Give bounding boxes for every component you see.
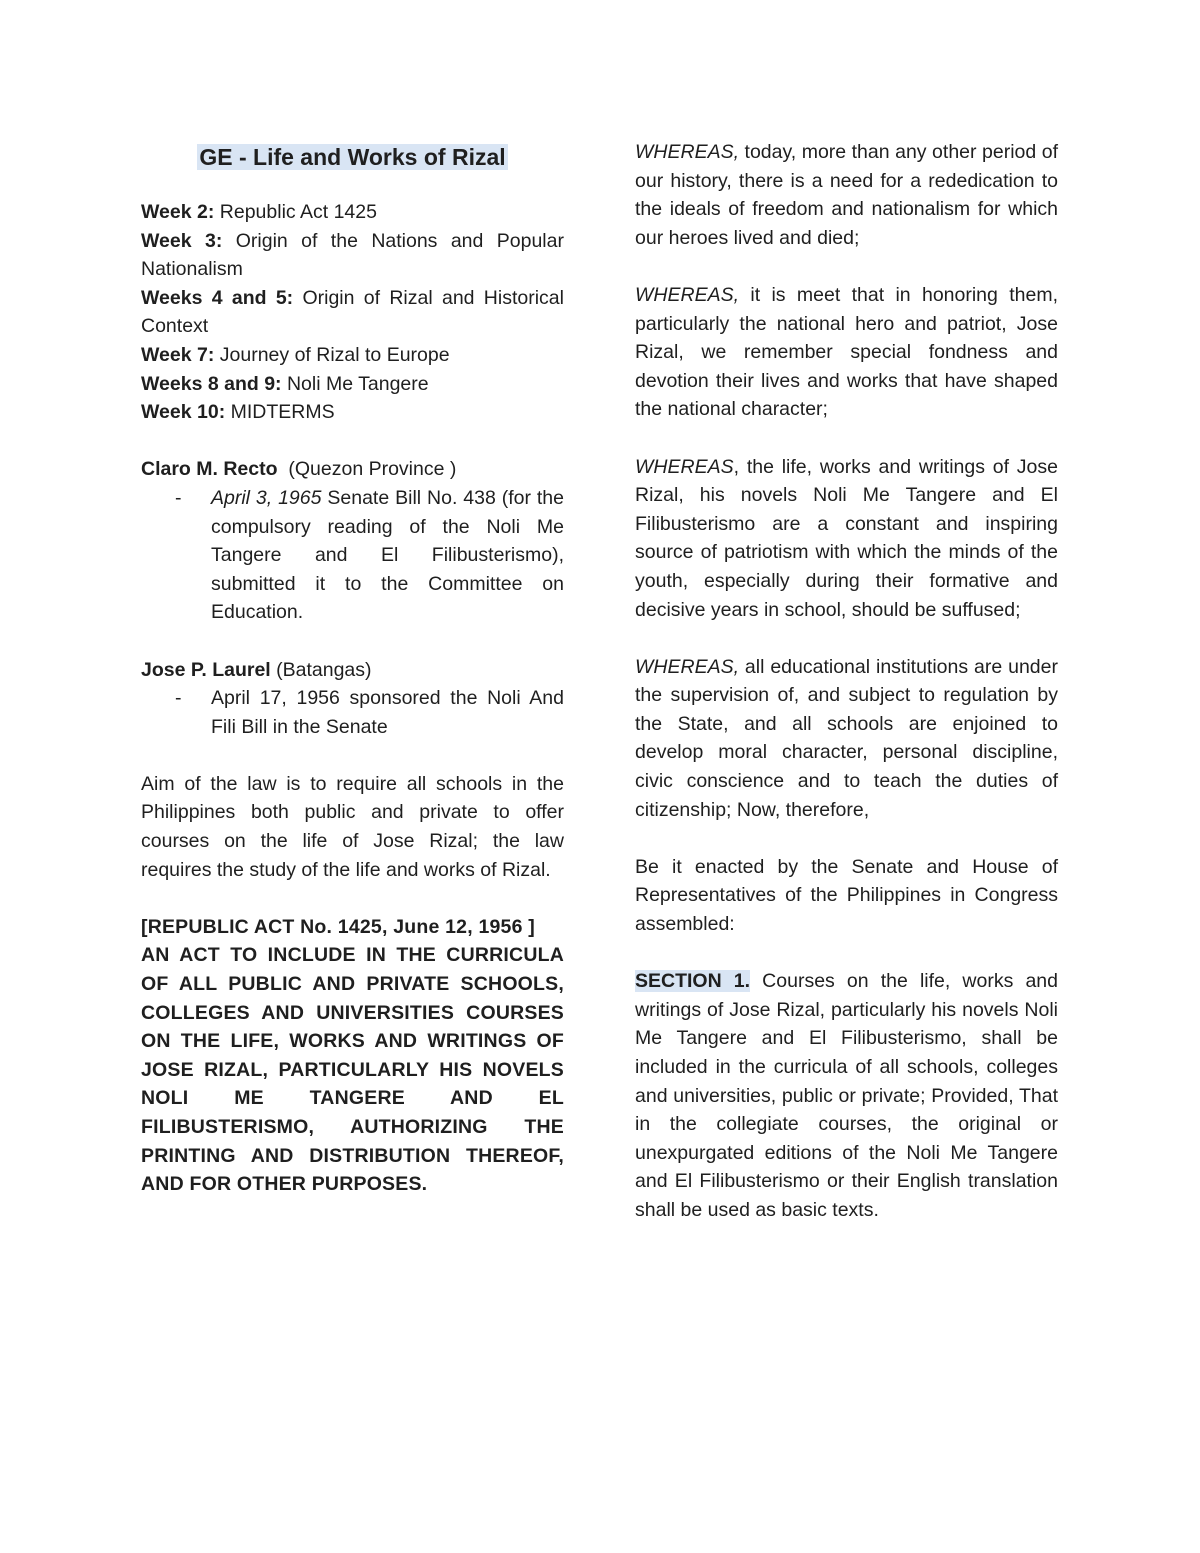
- week-text: Origin of Rizal and Historical Context: [141, 286, 564, 338]
- recto-date: April 3, 1965: [211, 486, 322, 509]
- week-text: Origin of the Nations and Popular Nationalism: [141, 229, 564, 281]
- week-label: Week 7:: [141, 343, 215, 366]
- act-header: [REPUBLIC ACT No. 1425, June 12, 1956 ]: [141, 915, 535, 938]
- whereas-text: all educational institutions are under the supervision of, and subject to regulation by the State, and all schools are enjoined to develop moral character, personal discipline, civic conscience and to teach the duties of citizenship; Now, therefore,: [635, 655, 1058, 821]
- whereas-lead: WHEREAS: [635, 455, 734, 478]
- section-1-paragraph: [635, 967, 1058, 1224]
- section-1-label: SECTION 1.: [635, 970, 751, 993]
- enacted-paragraph: Be it enacted by the Senate and House of Representatives of the Philippines in Congress assembled:: [635, 855, 1058, 936]
- week-list: [141, 198, 564, 427]
- bullet-dash: -: [175, 687, 182, 710]
- whereas-text: , the life, works and writings of Jose Rizal, his novels Noli Me Tangere and El Filibusterismo are a constant and inspiring source of patriotism with which the minds of the youth, especially during their formative and decisive years in school, should be suffused;: [635, 455, 1058, 621]
- week-text: Journey of Rizal to Europe: [214, 343, 450, 366]
- laurel-text: April 17, 1956 sponsored the Noli And Fili Bill in the Senate: [211, 687, 564, 738]
- whereas-lead: WHEREAS,: [635, 655, 740, 678]
- week-item: [141, 370, 564, 399]
- whereas-lead: WHEREAS,: [635, 141, 740, 163]
- week-text: Republic Act 1425: [214, 201, 377, 223]
- laurel-place: (Batangas): [270, 658, 372, 681]
- week-label: Week 2:: [141, 201, 215, 223]
- laurel-bullet: [141, 684, 564, 741]
- page-title: [141, 138, 564, 176]
- title-text: GE - Life and Works of Rizal: [199, 144, 506, 170]
- laurel-heading: [141, 656, 564, 685]
- whereas-text: today, more than any other period of our history, there is a need for a rededication to the ideals of freedom and nationalism for which our heroes lived and died;: [635, 141, 1058, 249]
- left-column: [141, 138, 564, 1199]
- whereas-paragraph: [635, 453, 1058, 625]
- week-item: [141, 398, 564, 427]
- week-label: Week 10:: [141, 401, 226, 424]
- recto-bullet: [141, 484, 564, 627]
- recto-place: (Quezon Province ): [277, 458, 457, 481]
- week-text: Noli Me Tangere: [281, 372, 429, 395]
- aim-paragraph: Aim of the law is to require all schools in the Philippines both public and private to offer courses on the life of Jose Rizal; the law requires the study of the life and works of Rizal.: [141, 772, 564, 881]
- week-item: [141, 227, 564, 284]
- week-item: [141, 341, 564, 370]
- week-label: Week 3:: [141, 229, 223, 252]
- week-item: [141, 198, 564, 227]
- section-1-text: Courses on the life, works and writings of Jose Rizal, particularly his novels Noli Me Tangere and El Filibusterismo, shall be included in the curricula of all schools, colleges and universities, public or private; Provided, That in the collegiate courses, the original or unexpurgated editions of the Noli Me Tangere and El Filibusterismo or their English translation shall be used as basic texts.: [635, 970, 1058, 1221]
- week-text: MIDTERMS: [225, 401, 335, 424]
- laurel-name: Jose P. Laurel: [141, 658, 271, 681]
- week-item: [141, 284, 564, 341]
- act-title: AN ACT TO INCLUDE IN THE CURRICULA OF ALL PUBLIC AND PRIVATE SCHOOLS, COLLEGES AND UNIVERSITIES COURSES ON THE LIFE, WORKS AND WRITINGS OF JOSE RIZAL, PARTICULARLY HIS NOVELS NOLI ME TANGERE AND EL FILIBUSTERISMO, AUTHORIZING THE PRINTING AND DISTRIBUTION THEREOF, AND FOR OTHER PURPOSES.: [141, 944, 564, 1196]
- whereas-paragraph: [635, 138, 1058, 252]
- recto-name: Claro M. Recto: [141, 458, 278, 481]
- whereas-paragraph: [635, 281, 1058, 424]
- right-column: [635, 138, 1058, 1225]
- week-label: Weeks 8 and 9:: [141, 372, 282, 395]
- recto-heading: [141, 455, 564, 484]
- whereas-lead: WHEREAS,: [635, 283, 740, 306]
- whereas-text: it is meet that in honoring them, particularly the national hero and patriot, Jose Rizal, we remember special fondness and devotion their lives and works that have shaped the national character;: [635, 283, 1058, 421]
- whereas-paragraph: [635, 653, 1058, 825]
- recto-text: Senate Bill No. 438 (for the compulsory reading of the Noli Me Tangere and El Filibusterismo), submitted it to the Committee on Education.: [211, 486, 564, 624]
- bullet-dash: -: [175, 486, 182, 509]
- week-label: Weeks 4 and 5:: [141, 286, 294, 309]
